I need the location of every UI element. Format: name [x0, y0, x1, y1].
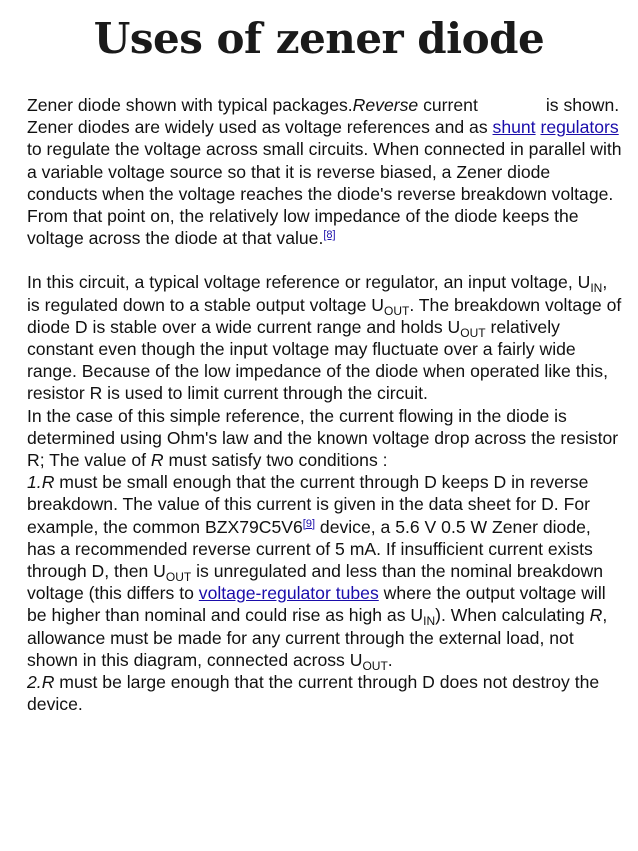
text: must be small enough that the current through D keeps D in reverse breakdown. The value of this current is given in the data sheet for D. For example, the common BZX79C5V6 [27, 472, 590, 537]
text: where the output voltage will be higher than nominal and could rise as high as U [27, 583, 606, 626]
condition-number: 1. [27, 472, 42, 493]
text: to regulate the voltage across small circuits. When connected in parallel with a variable voltage source so that it is reverse biased, a Zener diode conducts when the voltage reaches the diode's reverse breakdown voltage. From that point on, the relatively low impedance of the diode keeps the voltage across the diode at that value. [27, 139, 622, 249]
text: is unregulated and less than the nominal breakdown voltage (this differs to [27, 561, 604, 604]
paragraph-packages [27, 94, 623, 116]
paragraph-circuit [27, 271, 623, 404]
italic-reverse: Reverse [352, 95, 419, 115]
subscript-out: OUT [165, 570, 192, 585]
subscript-in: IN [590, 281, 603, 296]
subscript-in: IN [423, 614, 436, 629]
spacer [27, 249, 623, 271]
text: . [387, 649, 393, 670]
text: , is regulated down to a stable output voltage U [27, 272, 608, 315]
subscript-out: OUT [384, 303, 410, 318]
text: Zener diodes are widely used as voltage references and as [27, 117, 493, 138]
citation-8[interactable]: [8] [323, 229, 336, 242]
italic-r: R [589, 605, 603, 626]
article-body [27, 94, 623, 715]
link-shunt[interactable]: shunt [492, 117, 536, 138]
text: is shown. [545, 95, 620, 115]
italic-r: R [150, 450, 164, 471]
italic-r: R [41, 672, 55, 693]
text: must satisfy two conditions : [163, 450, 388, 471]
italic-r: R [41, 472, 55, 493]
text: ). When calculating [435, 605, 590, 626]
text: In this circuit, a typical voltage reference or regulator, an input voltage, U [27, 272, 591, 293]
link-regulators[interactable]: regulators [540, 117, 619, 138]
paragraph-condition-1 [27, 471, 623, 671]
paragraph-condition-2 [27, 671, 623, 715]
subscript-out: OUT [460, 325, 486, 340]
citation-9[interactable]: [9] [302, 517, 316, 530]
text: current [418, 95, 478, 115]
paragraph-reference [27, 405, 623, 472]
text: Zener diode shown with typical packages. [27, 95, 353, 115]
text: must be large enough that the current through D does not destroy the device. [27, 672, 600, 715]
text: In the case of this simple reference, the current flowing in the diode is determined using Ohm's law and the known voltage drop across the resistor R; The value of [27, 405, 619, 471]
text: relatively constant even though the input voltage may fluctuate over a fairly wide range. Because of the low impedance of the diode when operated like this, resistor R is used to limit current through the circuit. [27, 316, 608, 404]
paragraph-uses [27, 116, 623, 249]
link-voltage-regulator-tubes[interactable]: voltage-regulator tubes [198, 583, 379, 604]
page-title: Uses of zener diode [93, 14, 545, 63]
condition-number: 2. [27, 672, 42, 693]
text: device, a 5.6 V 0.5 W Zener diode, has a recommended reverse current of 5 mA. If insufficient current exists through D, then U [27, 516, 593, 582]
text: . The breakdown voltage of diode D is stable over a wide current range and holds U [27, 294, 622, 337]
subscript-out: OUT [362, 658, 388, 673]
text: , allowance must be made for any current through the external load, not shown in this diagram, connected across U [27, 605, 608, 670]
